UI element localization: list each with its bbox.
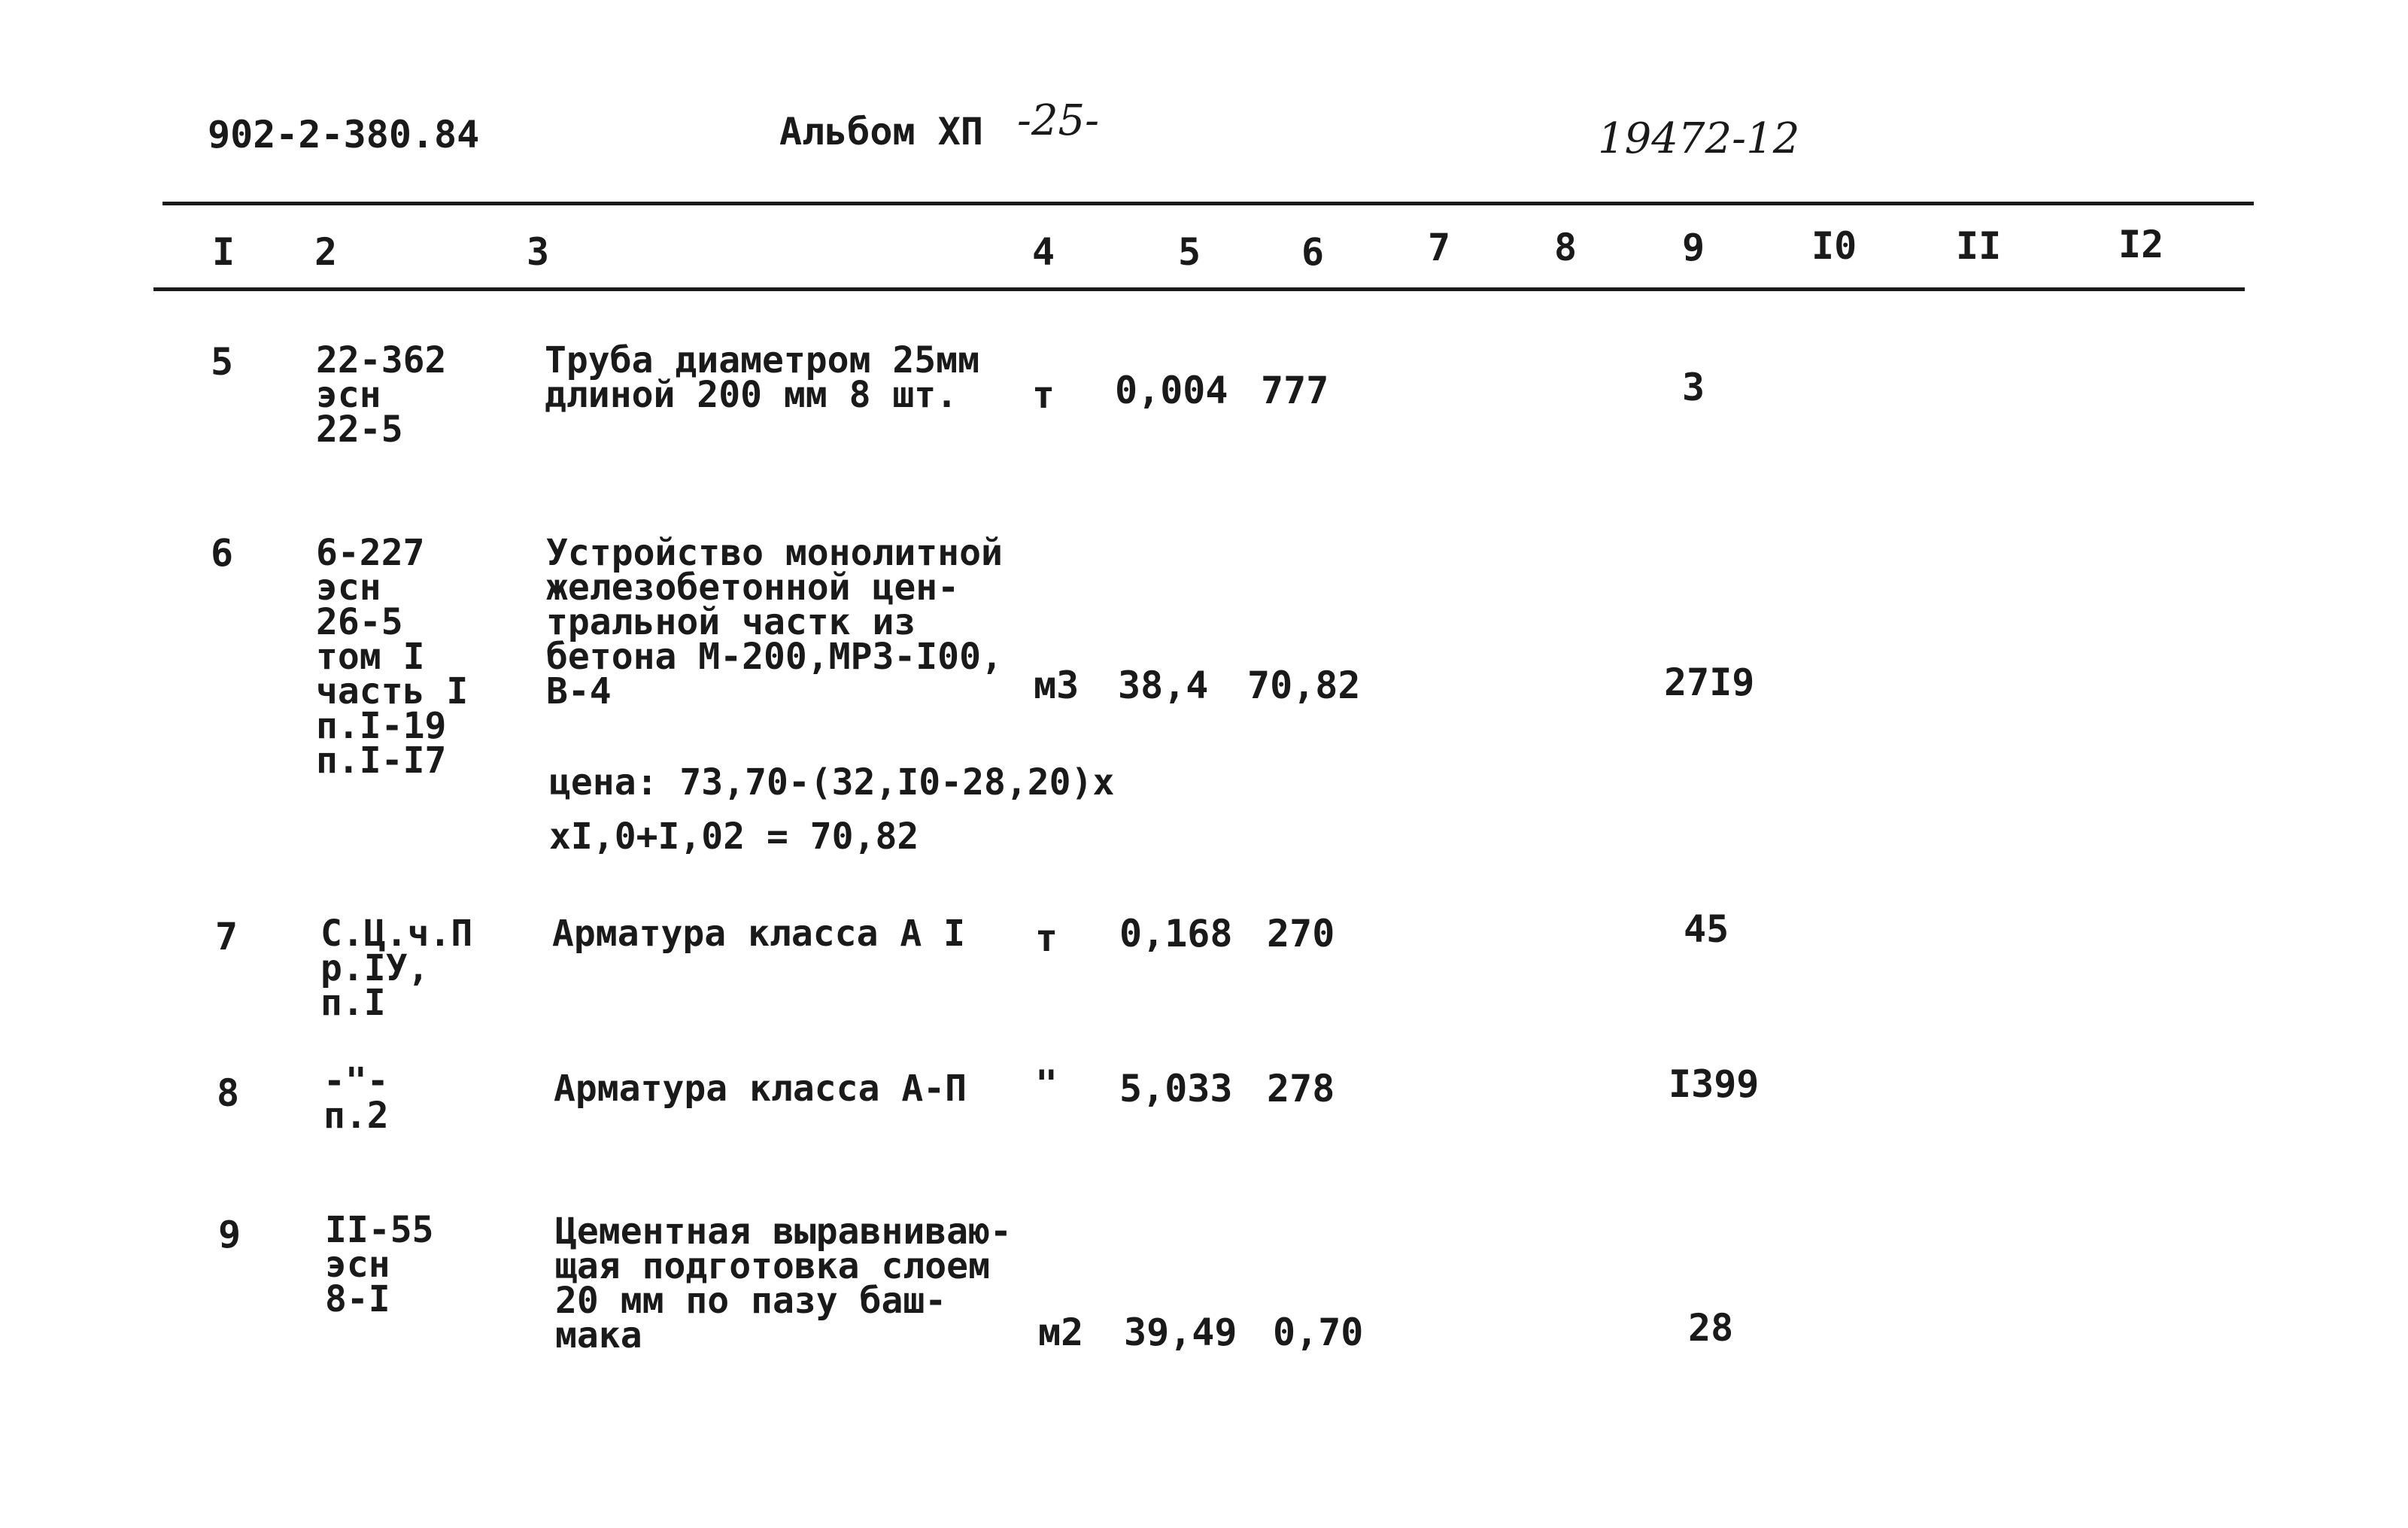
row-quantity: 39,49 xyxy=(1124,1311,1237,1354)
row-code: 6-227 эсн 26-5 том I часть I п.I-19 п.I-I7 xyxy=(316,532,469,782)
row-description: Арматура класса А I xyxy=(552,913,966,955)
row-price: 777 xyxy=(1261,369,1329,412)
row-code: -"- п.2 xyxy=(323,1060,389,1137)
row-total: 45 xyxy=(1684,907,1729,951)
row-price: 270 xyxy=(1267,912,1335,955)
column-number: 9 xyxy=(1682,226,1705,269)
row-price: 278 xyxy=(1267,1067,1335,1110)
column-number: 7 xyxy=(1428,226,1451,269)
document-code: 902-2-380.84 xyxy=(208,113,480,156)
row-unit: м3 xyxy=(1034,664,1080,707)
row-description: Устройство монолитной железобетонной цен- тральной частк из бетона М-200,МРЗ-I00, В-4 xyxy=(546,532,1003,712)
row-total: 28 xyxy=(1688,1306,1734,1350)
column-number: 5 xyxy=(1178,230,1201,274)
row-description: Арматура класса А-П xyxy=(554,1068,967,1110)
row-number: 7 xyxy=(215,915,238,958)
row-total: 27I9 xyxy=(1664,661,1755,704)
row-code: 22-362 эсн 22-5 xyxy=(316,339,447,451)
column-number: 4 xyxy=(1032,230,1055,274)
column-number: I0 xyxy=(1811,224,1857,268)
row-price: 0,70 xyxy=(1273,1311,1364,1354)
row-description: Труба диаметром 25мм длиной 200 мм 8 шт. xyxy=(545,339,979,416)
row-quantity: 0,004 xyxy=(1115,369,1228,412)
column-number: I xyxy=(212,230,235,274)
column-number: 2 xyxy=(314,230,338,274)
row-quantity: 0,168 xyxy=(1119,912,1233,955)
row-code: II-55 эсн 8-I xyxy=(325,1209,434,1320)
row-total: I399 xyxy=(1669,1062,1760,1106)
header-bottom-rule xyxy=(153,287,2245,291)
row-total: 3 xyxy=(1682,366,1705,409)
column-number: I2 xyxy=(2118,223,2164,266)
row-quantity: 38,4 xyxy=(1118,664,1209,707)
row-number: 6 xyxy=(211,531,234,575)
column-number: 3 xyxy=(527,230,550,274)
handwritten-number: 19472-12 xyxy=(1598,114,1800,163)
row-price: 70,82 xyxy=(1247,664,1361,707)
column-number: 6 xyxy=(1301,230,1325,274)
row-number: 8 xyxy=(217,1071,240,1115)
row-number: 5 xyxy=(211,340,234,384)
row-description: Цементная выравниваю- щая подготовка слоем 20 мм по пазу баш- мака xyxy=(555,1211,1012,1356)
row-unit: т xyxy=(1035,916,1058,960)
row-unit: " xyxy=(1035,1062,1058,1106)
column-number: 8 xyxy=(1554,226,1577,269)
row-unit: м2 xyxy=(1038,1311,1084,1354)
column-number: II xyxy=(1956,224,2002,268)
row-number: 9 xyxy=(218,1213,241,1256)
page-mark: -25- xyxy=(1017,96,1100,145)
row-unit: т xyxy=(1032,373,1055,417)
top-rule xyxy=(162,202,2254,205)
row-quantity: 5,033 xyxy=(1119,1067,1233,1110)
album-title: Альбом XП xyxy=(779,110,983,153)
price-calculation-note: цена: 73,70-(32,I0-28,20)х хI,0+I,02 = 70,82 xyxy=(549,761,1115,858)
row-code: С.Ц.ч.П р.IУ, п.I xyxy=(320,913,473,1024)
